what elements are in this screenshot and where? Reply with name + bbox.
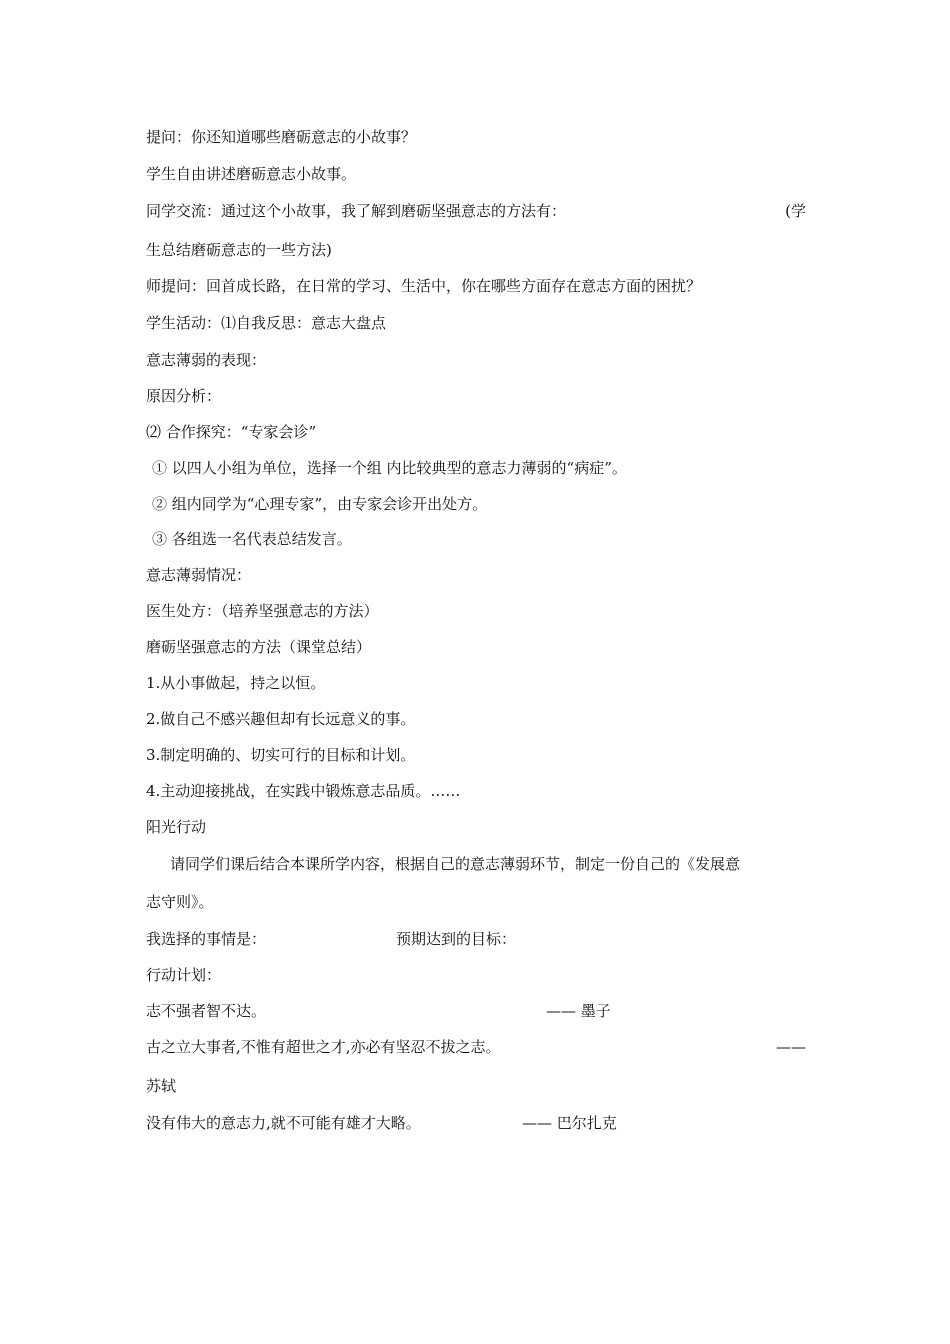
quote-1-author: —— 墨子 [546,1002,611,1020]
method-4: 4.主动迎接挑战，在实践中锻炼意志品质。…… [146,782,461,800]
chosen-thing-label: 我选择的事情是： [146,930,267,948]
exchange-note-line: 生总结磨砺意志的一些方法) [146,241,332,259]
exchange-line: 同学交流：通过这个小故事，我了解到磨砺坚强意志的方法有： [146,202,567,220]
step-2-line: ② 组内同学为“心理专家”，由专家会诊开出处方。 [152,495,488,513]
quote-2-author: 苏轼 [146,1077,177,1095]
cause-line: 原因分析： [146,387,222,405]
assignment-line-cont: 志守则》。 [146,893,214,911]
student-story-line: 学生自由讲述磨砺意志小故事。 [146,165,357,183]
method-1: 1.从小事做起，持之以恒。 [146,674,326,692]
expected-goal-label: 预期达到的目标： [396,930,517,948]
method-2: 2.做自己不感兴趣但却有长远意义的事。 [146,710,416,728]
quote-1-text: 志不强者智不达。 [146,1002,267,1020]
quote-2-dash: —— [776,1038,806,1056]
sunshine-action-title: 阳光行动 [146,818,207,836]
summary-title: 磨砺坚强意志的方法（课堂总结） [146,638,372,656]
step-1-line: ① 以四人小组为单位，选择一个组 内比较典型的意志力薄弱的“病症”。 [152,459,627,477]
quote-2-text: 古之立大事者,不惟有超世之才,亦必有坚忍不拔之志。 [146,1038,501,1056]
teacher-question-line: 师提问：回首成长路，在日常的学习、生活中，你在哪些方面存在意志方面的困扰？ [146,277,702,295]
step-3-line: ③ 各组选一名代表总结发言。 [152,530,352,548]
weakness-situation-line: 意志薄弱情况： [146,566,252,584]
cooperation-line: ⑵ 合作探究：“专家会诊” [146,423,317,441]
assignment-line: 请同学们课后结合本课所学内容，根据自己的意志薄弱环节，制定一份自己的《发展意 [170,855,741,873]
action-plan-label: 行动计划： [146,966,222,984]
activity-line: 学生活动：⑴自我反思：意志大盘点 [146,314,387,332]
question-line: 提问：你还知道哪些磨砺意志的小故事？ [146,128,417,146]
exchange-note-open: (学 [785,202,806,220]
method-3: 3.制定明确的、切实可行的目标和计划。 [146,746,416,764]
quote-3-author: —— 巴尔扎克 [522,1114,617,1132]
weakness-line: 意志薄弱的表现： [146,351,267,369]
quote-3-text: 没有伟大的意志力,就不可能有雄才大略。 [146,1114,421,1132]
prescription-line: 医生处方：（培养坚强意志的方法） [146,602,379,620]
